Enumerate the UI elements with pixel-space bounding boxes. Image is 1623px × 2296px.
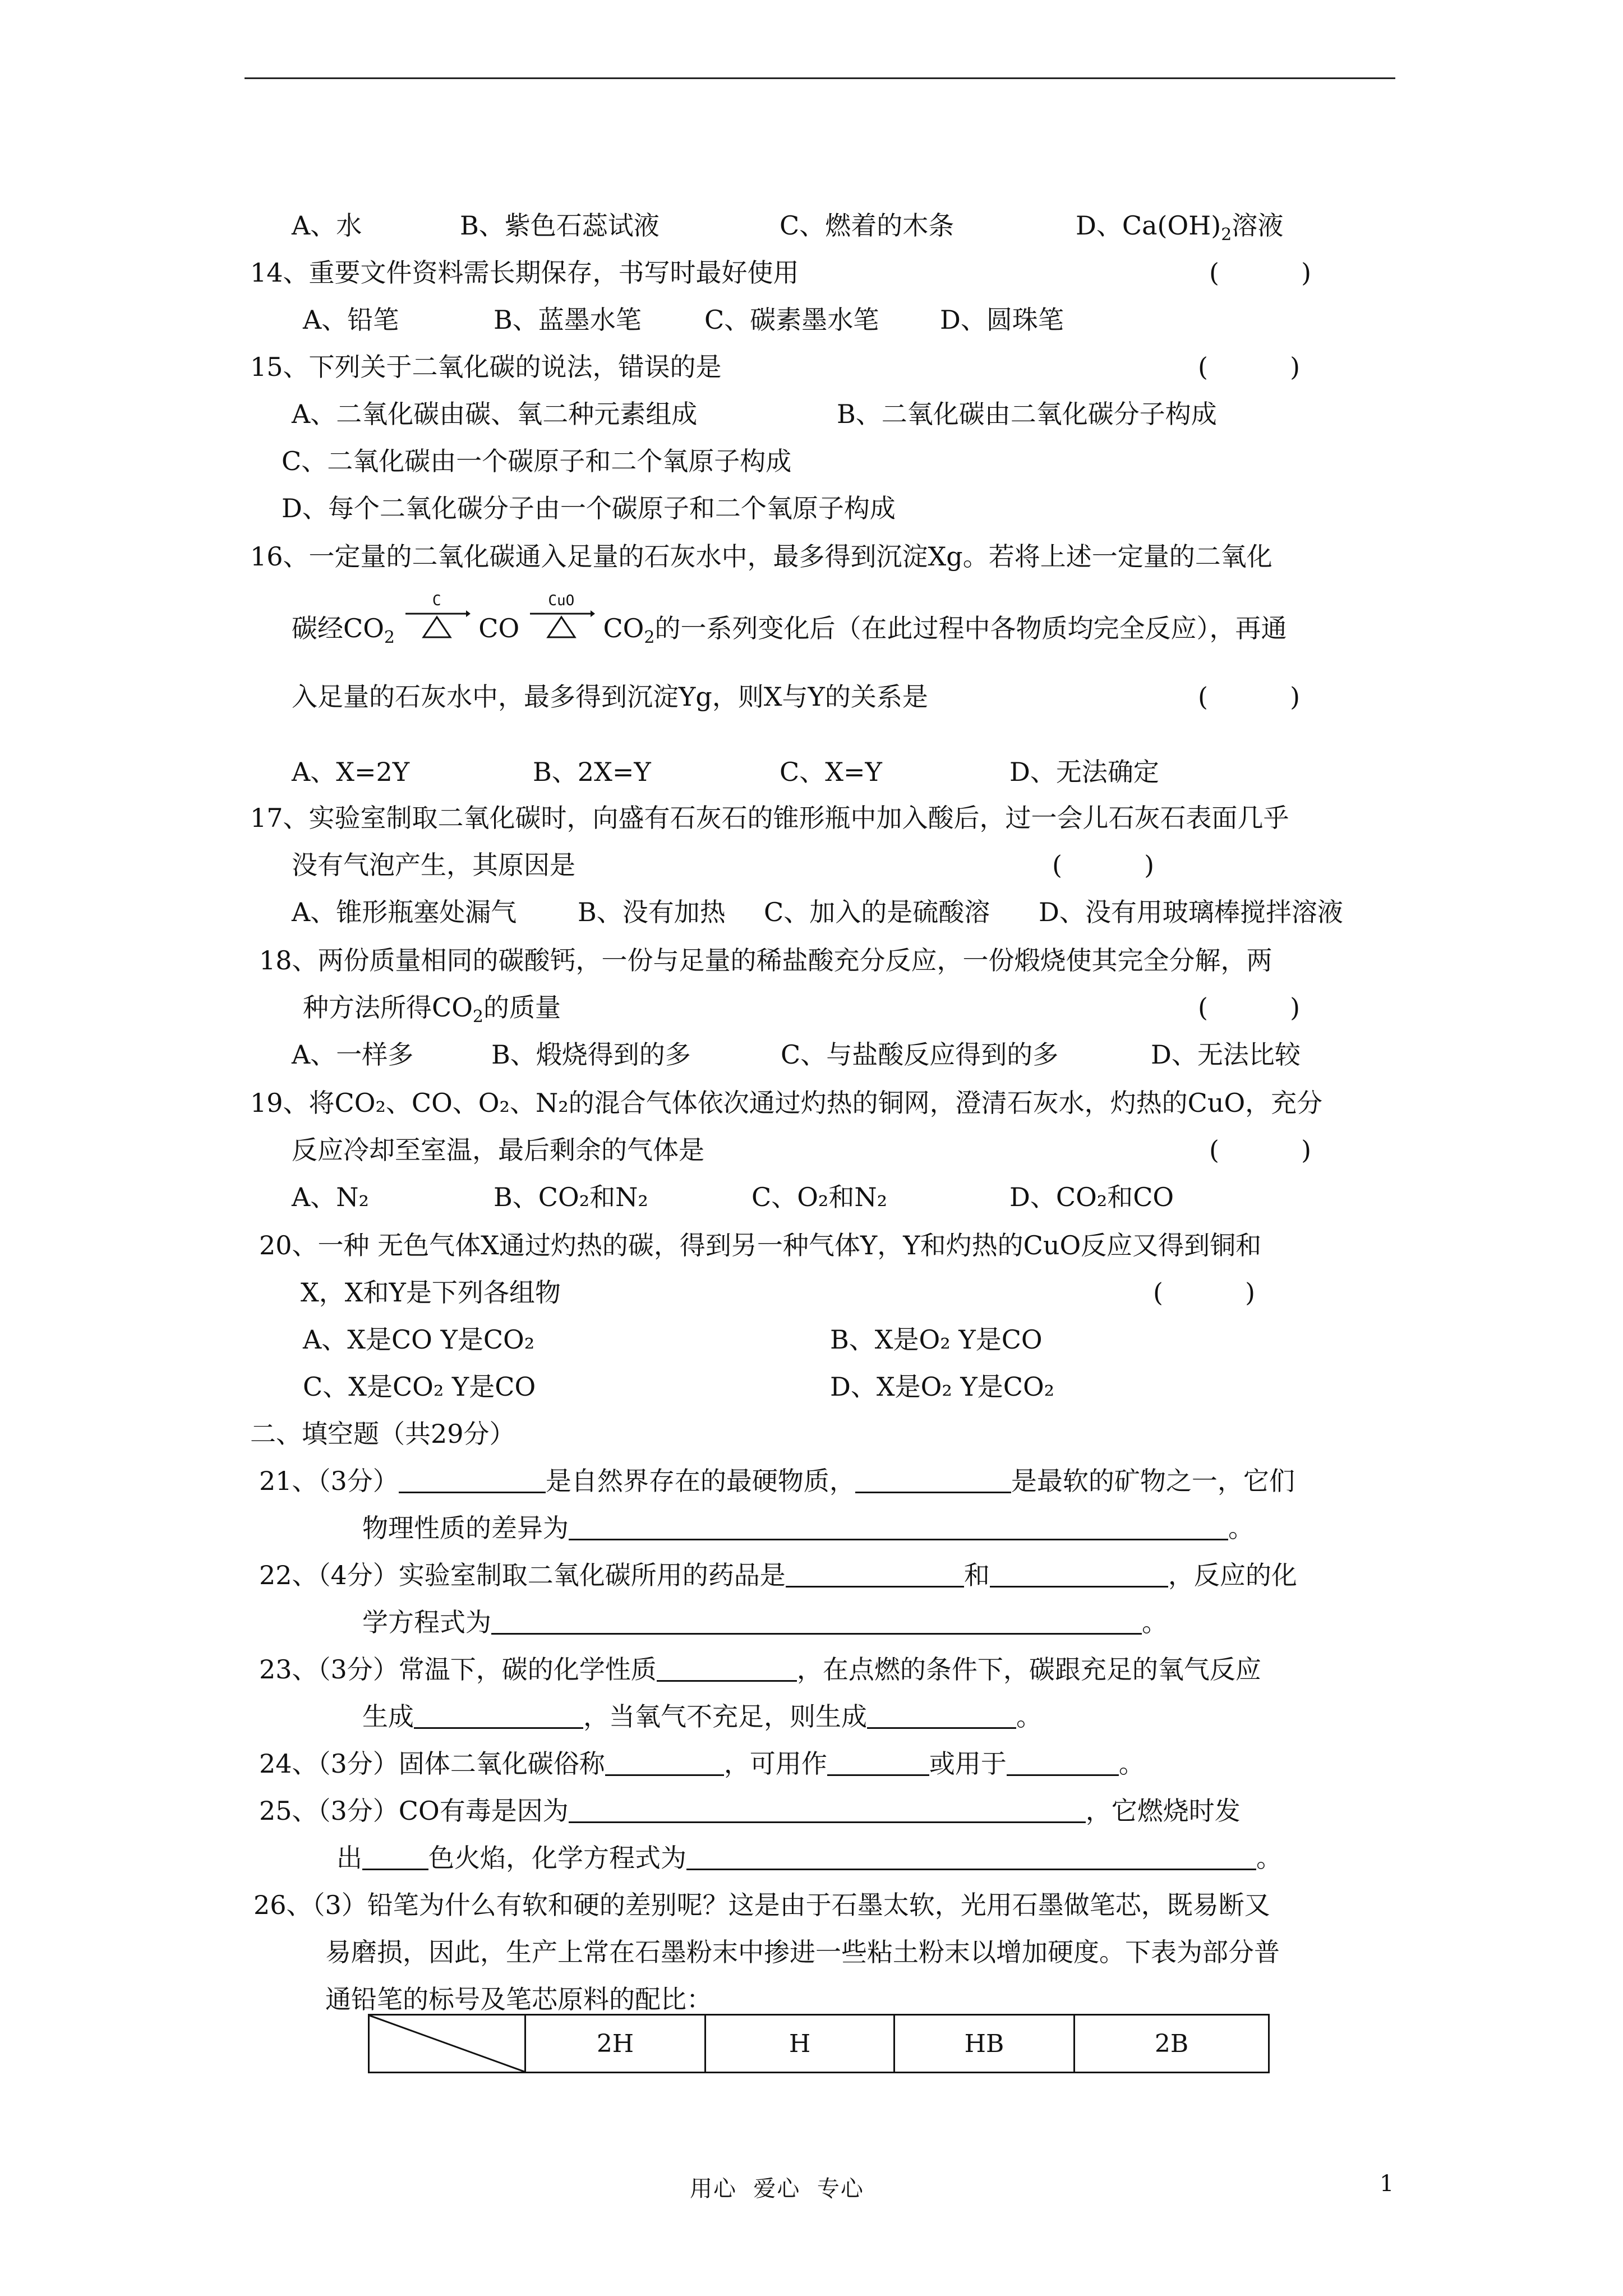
q23-blank-2[interactable]	[414, 1701, 583, 1729]
q20-stem-line1: 20、一种 无色气体X通过灼热的碳，得到另一种气体Y，Y和灼热的CuO反应又得到铜和	[259, 1230, 1262, 1260]
q14-option-a: A、铅笔	[303, 305, 399, 335]
table-row	[369, 2015, 1269, 2073]
q17-stem-line1: 17、实验室制取二氧化碳时，向盛有石灰石的锥形瓶中加入酸后，过一会儿石灰石表面几乎	[250, 803, 1289, 833]
q25-blank-1[interactable]	[569, 1796, 1086, 1823]
table-header-cell: H	[706, 2015, 895, 2073]
q18-stem-line2: 种方法所得$CO_2$的质量	[303, 992, 561, 1027]
q23-line2: 生成 ，当氧气不充足，则生成 。	[362, 1701, 1042, 1732]
q15-option-b: B、二氧化碳由二氧化碳分子构成	[837, 399, 1217, 429]
page-footer: 用心 爱心 专心	[690, 2176, 864, 2202]
q25-blank-3[interactable]	[686, 1843, 1256, 1870]
q18-stem-line1: 18、两份质量相同的碳酸钙，一份与足量的稀盐酸充分反应，一份煅烧使其完全分解，两	[259, 945, 1272, 976]
q19-stem-line1: 19、将CO₂、CO、O₂、N₂的混合气体依次通过灼热的铜网，澄清石灰水，灼热的CuO，充分	[250, 1088, 1323, 1118]
q24-blank-1[interactable]	[605, 1749, 724, 1776]
arrow-triangle-icon	[528, 608, 595, 642]
q15-option-c: C、二氧化碳由一个碳原子和二个氧原子构成	[282, 446, 792, 476]
q23-line1: 23、（3分）常温下，碳的化学性质 ，在点燃的条件下，碳跟充足的氧气反应	[259, 1654, 1261, 1685]
q16-stem-line3: 入足量的石灰水中，最多得到沉淀Yg，则X与Y的关系是	[292, 682, 928, 712]
reaction-arrow-cuo: CuO	[528, 608, 595, 642]
q16-answer-paren: ( )	[1198, 682, 1301, 712]
q21-blank-2[interactable]	[855, 1466, 1011, 1493]
pencil-ratio-table	[368, 2014, 1270, 2073]
table-header-cell: 2H	[525, 2015, 706, 2073]
q16-stem-line1: 16、一定量的二氧化碳通入足量的石灰水中，最多得到沉淀Xg。若将上述一定量的二氧化	[250, 541, 1272, 572]
q19-option-c: C、O₂和N₂	[751, 1182, 888, 1212]
q18-answer-paren: ( )	[1198, 992, 1301, 1023]
q22-line1: 22、（4分）实验室制取二氧化碳所用的药品是 和 ，反应的化	[259, 1560, 1297, 1590]
q13-option-b: B、紫色石蕊试液	[460, 210, 660, 241]
q13-option-d: D、$Ca(OH)_2$溶液	[1076, 210, 1284, 245]
q16-stem-line2: 碳经$CO_2$ C CO CuO $CO_2$的一系列变化后（在此过程中各物质均完全反应），再通	[292, 592, 1287, 647]
q24-blank-3[interactable]	[1007, 1749, 1119, 1776]
q20-option-c: C、X是CO₂ Y是CO	[303, 1372, 536, 1402]
q18-option-d: D、无法比较	[1151, 1039, 1301, 1070]
q20-stem-line2: X，X和Y是下列各组物	[301, 1277, 561, 1308]
header-rule	[245, 77, 1395, 79]
q18-option-b: B、煅烧得到的多	[491, 1039, 691, 1070]
q20-option-a: A、X是CO Y是CO₂	[303, 1324, 535, 1355]
table-header-cell: 2B	[1075, 2015, 1269, 2073]
table-header-cell: HB	[895, 2015, 1075, 2073]
q16-option-b: B、2X=Y	[533, 757, 651, 787]
q23-blank-3[interactable]	[867, 1701, 1016, 1729]
q24-blank-2[interactable]	[827, 1749, 929, 1776]
q21-line1: 21、（3分） 是自然界存在的最硬物质， 是最软的矿物之一，它们	[259, 1466, 1295, 1496]
q21-blank-1[interactable]	[399, 1466, 546, 1493]
q19-option-d: D、CO₂和CO	[1009, 1182, 1174, 1212]
reaction-arrow-c: C	[403, 608, 471, 642]
q15-stem: 15、下列关于二氧化碳的说法，错误的是	[250, 352, 722, 382]
q15-answer-paren: ( )	[1198, 352, 1301, 382]
q13-option-c: C、燃着的木条	[780, 210, 955, 241]
arrow-triangle-icon	[403, 608, 471, 642]
q20-option-b: B、X是O₂ Y是CO	[830, 1324, 1043, 1355]
q17-option-c: C、加入的是硫酸溶	[764, 897, 990, 927]
q16-option-c: C、X=Y	[780, 757, 882, 787]
q14-answer-paren: ( )	[1209, 257, 1312, 288]
q26-line1: 26、（3）铅笔为什么有软和硬的差别呢？这是由于石墨太软，光用石墨做笔芯，既易断又	[253, 1890, 1270, 1920]
q20-option-d: D、X是O₂ Y是CO₂	[830, 1372, 1055, 1402]
q17-option-b: B、没有加热	[578, 897, 726, 927]
q21-line2: 物理性质的差异为 。	[362, 1513, 1254, 1543]
q25-line1: 25、（3分）CO有毒是因为 ，它燃烧时发	[259, 1796, 1241, 1826]
q22-blank-2[interactable]	[990, 1560, 1168, 1588]
q19-answer-paren: ( )	[1209, 1135, 1312, 1165]
q22-blank-3[interactable]	[491, 1607, 1142, 1635]
q15-option-d: D、每个二氧化碳分子由一个碳原子和二个氧原子构成	[282, 493, 896, 523]
q15-option-a: A、二氧化碳由碳、氧二种元素组成	[292, 399, 698, 429]
q22-line2: 学方程式为 。	[362, 1607, 1168, 1637]
section-heading-fill-in: 二、填空题（共29分）	[250, 1419, 515, 1449]
q18-option-c: C、与盐酸反应得到的多	[781, 1039, 1059, 1070]
q19-option-b: B、CO₂和N₂	[494, 1182, 648, 1212]
q16-option-d: D、无法确定	[1009, 757, 1159, 787]
q14-option-c: C、碳素墨水笔	[704, 305, 879, 335]
q17-option-d: D、没有用玻璃棒搅拌溶液	[1039, 897, 1343, 927]
q17-option-a: A、锥形瓶塞处漏气	[292, 897, 517, 927]
table-diagonal-header-cell	[369, 2015, 525, 2073]
q19-option-a: A、N₂	[292, 1182, 369, 1212]
q16-option-a: A、X=2Y	[292, 757, 410, 787]
q25-line2: 出 色火焰，化学方程式为 。	[336, 1843, 1282, 1873]
q26-line2: 易磨损，因此，生产上常在石墨粉末中掺进一些粘土粉末以增加硬度。下表为部分普	[325, 1937, 1280, 1967]
q19-stem-line2: 反应冷却至室温，最后剩余的气体是	[292, 1135, 704, 1165]
q21-blank-3[interactable]	[569, 1513, 1228, 1540]
q23-blank-1[interactable]	[657, 1654, 797, 1682]
q18-option-a: A、一样多	[292, 1039, 414, 1070]
q20-answer-paren: ( )	[1153, 1277, 1256, 1308]
q13-option-a: A、水	[292, 210, 362, 241]
q17-stem-line2: 没有气泡产生，其原因是	[292, 850, 575, 880]
q26-line3: 通铅笔的标号及笔芯原料的配比：	[325, 1984, 712, 2014]
page-number: 1	[1380, 2171, 1394, 2197]
q22-blank-1[interactable]	[786, 1560, 964, 1588]
q25-blank-2[interactable]	[362, 1843, 428, 1870]
diagonal-line-icon	[370, 2016, 524, 2072]
q17-answer-paren: ( )	[1052, 850, 1155, 880]
q24-line: 24、（3分）固体二氧化碳俗称 ，可用作 或用于 。	[259, 1749, 1145, 1779]
q14-option-b: B、蓝墨水笔	[494, 305, 642, 335]
q14-stem: 14、重要文件资料需长期保存，书写时最好使用	[250, 257, 799, 288]
q14-option-d: D、圆珠笔	[940, 305, 1064, 335]
